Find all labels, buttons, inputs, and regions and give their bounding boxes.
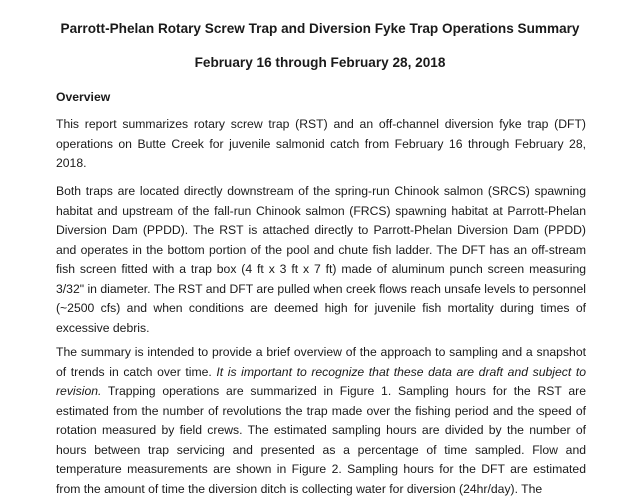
paragraph-trap-location: Both traps are located directly downstream of the spring-run Chinook salmon (SRCS) spawning habitat and upstream of the fall-run Chinook salmon (FRCS) spawning habitat at Parrott-Phelan Diversion Dam (PPDD). The RST is attached directly to Parrott-Phelan Diversion Dam (PPDD) and operates in the bottom portion of the pool and chute fish ladder. The DFT has an off-stream fish screen fitted with a trap box (4 ft x 3 ft x 7 ft) made of aluminum punch screen measuring 3/32" in diameter. The RST and DFT are pulled when creek flows reach unsafe levels to personnel (~2500 cfs) and when conditions are deemed high for juvenile fish mortality during times of excessive debris. xyxy=(56,184,586,335)
section-heading-overview: Overview xyxy=(56,90,111,104)
document-title: Parrott-Phelan Rotary Screw Trap and Diversion Fyke Trap Operations Summary xyxy=(60,21,580,36)
paragraph-intro: This report summarizes rotary screw trap (RST) and an off-channel diversion fyke trap (DFT) operations on Butte Creek for juvenile salmonid catch from February 16 through February 28, 2018. xyxy=(56,117,586,170)
paragraph-summary-approach xyxy=(56,343,586,499)
document-date-range: February 16 through February 28, 2018 xyxy=(194,55,446,70)
draft-data-notice: It is important to recognize that these data are draft and subject to revision. xyxy=(56,364,586,398)
paragraph-text: The summary is intended to provide a brief overview of the approach to sampling and a snapshot of trends in catch over time. xyxy=(56,345,586,379)
paragraph-text-continued: Trapping operations are summarized in Figure 1. Sampling hours for the RST are estimated from the number of revolutions the trap made over the fishing period and the speed of rotation measured by field crews. The estimated sampling hours are divided by the number of hours between trap servicing and presented as a percentage of time sampled. Flow and temperature measurements are shown in Figure 2. Sampling hours for the DFT are estimated from the amount of time the diversion ditch is collecting water for diversion (24hr/day). The xyxy=(56,384,586,496)
